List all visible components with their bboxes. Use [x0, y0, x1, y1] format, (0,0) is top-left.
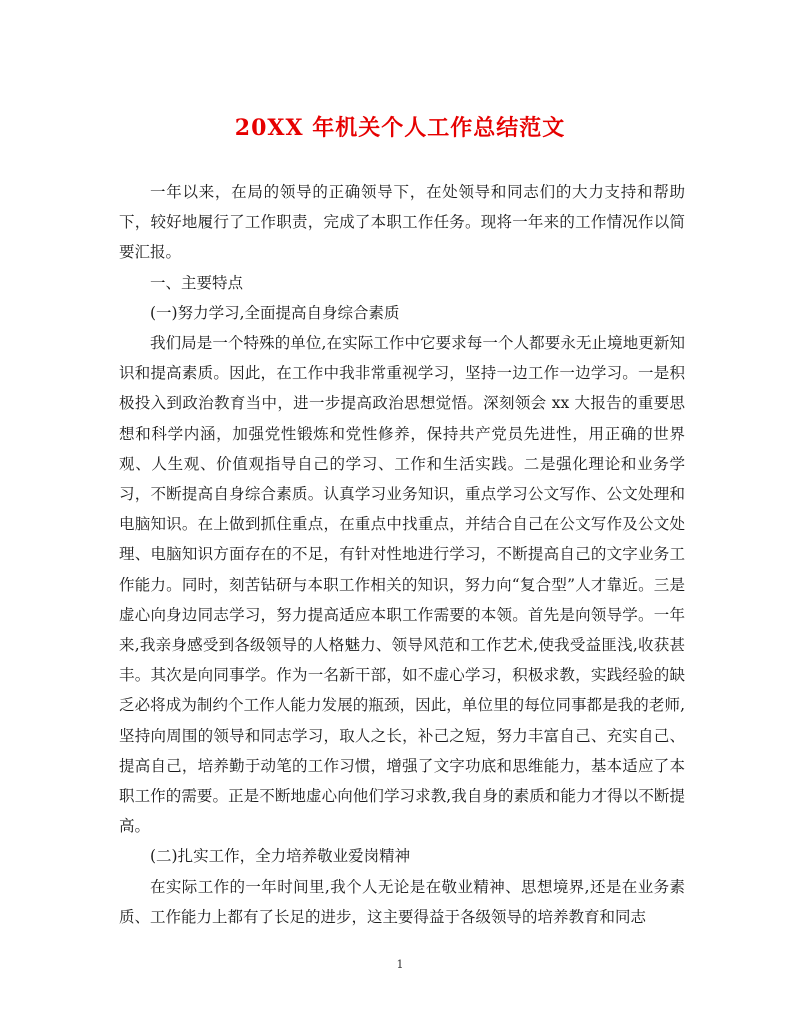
- document-body: [119, 177, 685, 932]
- intro-paragraph: 一年以来，在局的领导的正确领导下，在处领导和同志们的大力支持和帮助下，较好地履行了工作职责，完成了本职工作任务。现将一年来的工作情况作以简要汇报。: [119, 183, 685, 262]
- page-number: 1: [396, 958, 404, 971]
- subsection-heading-work: (二)扎实工作，全力培养敬业爱岗精神: [150, 847, 411, 866]
- document-title: 20XX 年机关个人工作总结范文: [234, 115, 566, 141]
- section-heading-main-features: 一、主要特点: [150, 273, 244, 292]
- study-paragraph: 我们局是一个特殊的单位,在实际工作中它要求每一个人都要永无止境地更新知识和提高素质。因此，在工作中我非常重视学习，坚持一边工作一边学习。一是积极投入到政治教育当中，进一步提高政治思想觉悟。深刻领会 xx 大报告的重要思想和科学内涵，加强党性锻炼和党性修养，保持共产党员先进性，用正确的世界观、人生观、价值观指导自己的学习、工作和生活实践。二是强化理论和业务学习，不断提高自身综合素质。认真学习业务知识，重点学习公文写作、公文处理和电脑知识。在上做到抓住重点，在重点中找重点，并结合自己在公文写作及公文处理、电脑知识方面存在的不足，有针对性地进行学习，不断提高自己的文字业务工作能力。同时，刻苦钻研与本职工作相关的知识，努力向“复合型”人才靠近。三是虚心向身边同志学习，努力提高适应本职工作需要的本领。首先是向领导学。一年来,我亲身感受到各级领导的人格魅力、领导风范和工作艺术,使我受益匪浅,收获甚丰。其次是向同事学。作为一名新干部，如不虚心学习，积极求教，实践经验的缺乏必将成为制约个工作人能力发展的瓶颈，因此，单位里的每位同事都是我的老师,坚持向周围的领导和同志学习，取人之长，补己之短，努力丰富自己、充实自己、提高自己，培养勤于动笔的工作习惯，增强了文字功底和思维能力，基本适应了本职工作的需要。正是不断地虚心向他们学习求教,我自身的素质和能力才得以不断提高。: [119, 334, 685, 836]
- subsection-heading-study: (一)努力学习,全面提高自身综合素质: [150, 303, 400, 322]
- work-paragraph: 在实际工作的一年时间里,我个人无论是在敬业精神、思想境界,还是在业务素质、工作能力上都有了长足的进步，这主要得益于各级领导的培养教育和同志: [119, 877, 685, 926]
